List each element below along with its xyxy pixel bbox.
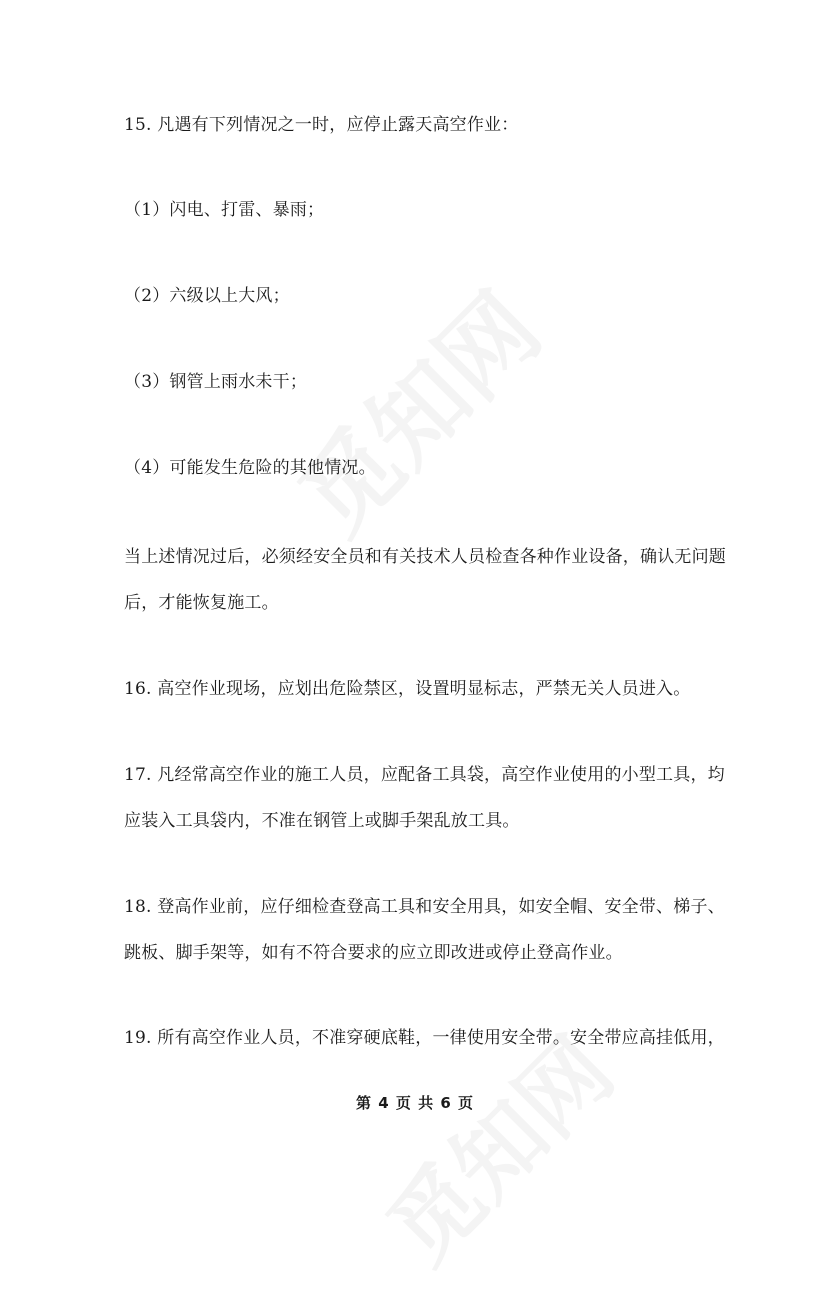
paragraph-line: （2）六级以上大风； — [124, 286, 290, 306]
paragraph-line: （3）钢管上雨水未干； — [124, 372, 308, 392]
paragraph-line: 19. 所有高空作业人员，不准穿硬底鞋，一律使用安全带。安全带应高挂低用， — [124, 1028, 725, 1048]
paragraph-line: 17. 凡经常高空作业的施工人员，应配备工具袋，高空作业使用的小型工具，均 — [124, 765, 725, 785]
paragraph-line: 后，才能恢复施工。 — [124, 593, 279, 613]
watermark — [250, 243, 580, 573]
page-footer: 第 4 页 共 6 页 — [356, 1094, 474, 1112]
paragraph-line: 应装入工具袋内，不准在钢管上或脚手架乱放工具。 — [124, 811, 520, 831]
paragraph-line: 18. 登高作业前，应仔细检查登高工具和安全用具，如安全帽、安全带、梯子、 — [124, 897, 725, 917]
paragraph-line: 跳板、脚手架等，如有不符合要求的应立即改进或停止登高作业。 — [124, 943, 623, 963]
paragraph-line: 16. 高空作业现场，应划出危险禁区，设置明显标志，严禁无关人员进入。 — [124, 679, 691, 699]
paragraph-line: （4）可能发生危险的其他情况。 — [124, 458, 376, 478]
paragraph-line: 15. 凡遇有下列情况之一时，应停止露天高空作业： — [124, 115, 519, 135]
paragraph-line: 当上述情况过后，必须经安全员和有关技术人员检查各种作业设备，确认无问题 — [124, 547, 726, 567]
paragraph-line: （1）闪电、打雷、暴雨； — [124, 200, 325, 220]
